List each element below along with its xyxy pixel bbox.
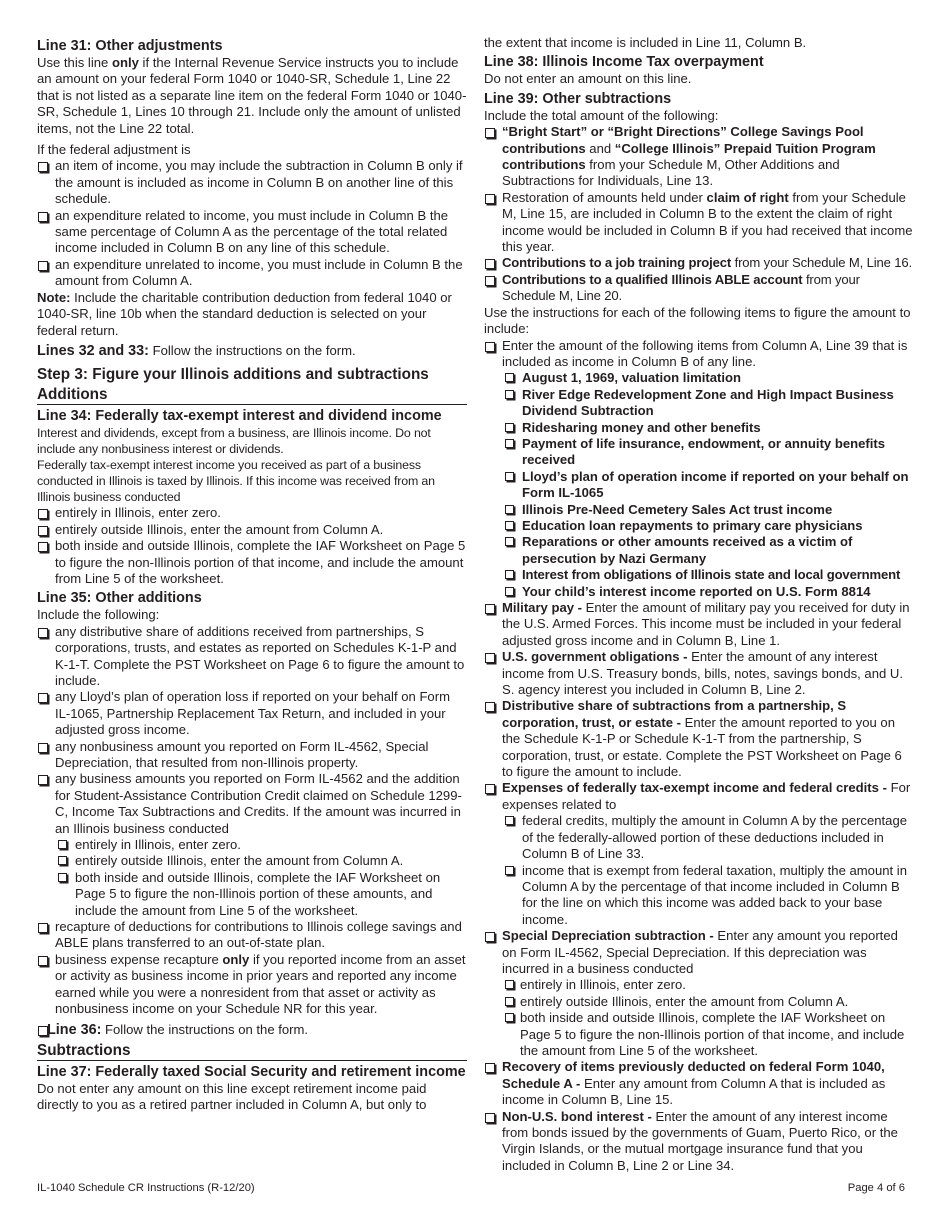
sub-checkbox-item: Ridesharing money and other benefits: [484, 420, 914, 436]
left-column: [37, 35, 467, 1114]
footer-form-id: IL-1040 Schedule CR Instructions (R-12/20): [37, 1182, 255, 1194]
subtractions-heading: Subtractions: [37, 1041, 467, 1061]
checkbox-item: an expenditure unrelated to income, you must include in Column B the amount from Column A.: [37, 257, 467, 290]
bold-text: Military pay -: [502, 600, 583, 615]
continued-text: the extent that income is included in Line 11, Column B.: [484, 35, 807, 50]
checkbox-item: [484, 124, 914, 190]
bold-text: claim of right: [706, 189, 789, 205]
checkbox-item: an expenditure related to income, you must include in Column B the same percentage of Column A as the percentage of the total related income included in Column B on any line of this schedule.: [37, 208, 467, 257]
emphasis: only: [111, 55, 139, 70]
text: For expenses related to: [502, 780, 911, 812]
checkbox-item: both inside and outside Illinois, complete the IAF Worksheet on Page 5 to figure the non-Illinois portion of that income, and include the amount from Line 5 of the worksheet.: [37, 538, 467, 587]
bold-text: Recovery of items previously deducted on federal Form 1040, Schedule A -: [502, 1059, 885, 1091]
checkbox-item: an item of income, you may include the subtraction in Column B only if the amount is included as income in Column B on another line of this schedule.: [37, 158, 467, 207]
bold-text: Contributions to a job training project: [502, 255, 732, 271]
line-38-paragraph: Do not enter an amount on this line.: [484, 71, 692, 87]
checkbox-item: [484, 272, 914, 305]
sub-checkbox-item: Payment of life insurance, endowment, or annuity benefits received: [484, 436, 914, 469]
line-31-heading: Line 31: Other adjustments: [37, 38, 223, 54]
checkbox-item: [484, 780, 914, 813]
checkbox-item: any distributive share of additions received from partnerships, S corporations, trusts, and estates as reported on Schedules K-1-P and K-1-T. Complete the PST Worksheet on Page 6 to figure the amount to include.: [37, 624, 467, 690]
checkbox-item: [484, 600, 914, 649]
sub-checkbox-item: Lloyd’s plan of operation income if reported on your behalf on Form IL-1065: [484, 469, 914, 502]
checkbox-item: any nonbusiness amount you reported on Form IL-4562, Special Depreciation, that resulted from non-Illinois property.: [37, 739, 467, 772]
text: if you reported income from an asset or activity as business income in prior years and reported any income earned while you were a nonresident from that asset or activity as nonbusiness income on your Schedule NR for this year.: [55, 951, 466, 1017]
text: if the Internal Revenue Service instructs you to include an amount on your federal Form 1040 or 1040-SR, Schedule 1, Line 22 that is not listed as a separate line item on the federal Form 1040 or 1040-SR, Schedule 1, Lines 10 through 21. Include only the amount of unlisted items, not the Line 22 total.: [37, 55, 467, 136]
sub-checkbox-item: entirely in Illinois, enter zero.: [484, 977, 914, 993]
checkbox-item: Enter the amount of the following items from Column A, Line 39 that is included as income in Column B of any line.: [484, 338, 914, 371]
line-39-heading: Line 39: Other subtractions: [484, 90, 672, 107]
sub-checkbox-item: Education loan repayments to primary care physicians: [484, 518, 914, 534]
right-column: [484, 35, 914, 1174]
bold-text: “Bright Start” or “Bright Directions” College Savings Pool contributions: [502, 124, 864, 156]
sub-checkbox-item: entirely outside Illinois, enter the amount from Column A.: [484, 994, 914, 1010]
checkbox-item: entirely outside Illinois, enter the amount from Column A.: [37, 522, 467, 538]
line-37-paragraph: Do not enter any amount on this line except retirement income paid directly to you as a retired partner included in Column A, but only to: [37, 1080, 427, 1113]
line-35-heading: Line 35: Other additions: [37, 590, 202, 607]
text: from your Schedule M, Line 15, are included in Column B to the extent the claim of right income would be included in Column B if you had received that income this year.: [502, 189, 913, 255]
checkbox-item: [484, 1109, 914, 1175]
line-31-paragraph: [37, 55, 467, 137]
label: Line 36:: [47, 1021, 102, 1038]
checkbox-item: [484, 1059, 914, 1108]
sub-checkbox-item: entirely outside Illinois, enter the amount from Column A.: [37, 853, 467, 869]
sub-checkbox-item: Reparations or other amounts received as a victim of persecution by Nazi Germany: [484, 534, 914, 567]
text: from your Schedule M, Other Additions and Subtractions for Individuals, Line 13.: [502, 157, 840, 189]
text: from your Schedule M, Line 20.: [502, 271, 860, 304]
text: Follow the instructions on the form.: [148, 342, 356, 358]
text: Enter any amount you reported on Form IL-4562, Special Depreciation. If this depreciation was incurred in a business conducted: [502, 928, 898, 976]
sub-checkbox-item: Illinois Pre-Need Cemetery Sales Act trust income: [484, 502, 914, 518]
line-31-intro: If the federal adjustment is: [37, 142, 191, 158]
line-35-intro: Include the following:: [37, 607, 160, 623]
bold-text: Distributive share of subtractions from a partnership, S corporation, trust, or estate -: [502, 698, 847, 730]
text: and: [585, 140, 615, 156]
checkbox-item: recapture of deductions for contributions to Illinois college savings and ABLE plans transferred to an out-of-state plan.: [37, 919, 467, 952]
sub-checkbox-item: River Edge Redevelopment Zone and High Impact Business Dividend Subtraction: [484, 387, 914, 420]
bold-text: Expenses of federally tax-exempt income and federal credits -: [502, 780, 887, 796]
note-label: Note:: [37, 289, 71, 305]
checkbox-item: [484, 928, 914, 977]
sub-checkbox-item: both inside and outside Illinois, complete the IAF Worksheet on Page 5 to figure the non-Illinois portion of that income, and include the amount from Line 5 of the worksheet.: [484, 1010, 914, 1059]
lines-32-33: [37, 343, 467, 359]
sub-checkbox-item: income that is exempt from federal taxation, multiply the amount in Column A by the percentage of that income included in Column B for the line on which this income was added back to your base income.: [484, 863, 914, 929]
note: [37, 290, 467, 339]
checkbox-item: [484, 698, 914, 780]
sub-checkbox-item: both inside and outside Illinois, complete the IAF Worksheet on Page 5 to figure the non-Illinois portion of these amounts, and include the amount from Line 5 of the worksheet.: [37, 870, 467, 919]
text: Enter the amount of any interest income from bonds issued by the governments of Guam, Puerto Rico, or the Virgin Islands, or the mutual mortgage insurance fund that you included in Column B, Line 2 or Line 34.: [502, 1108, 898, 1173]
sub-checkbox-item: entirely in Illinois, enter zero.: [37, 837, 467, 853]
sub-checkbox-item: Interest from obligations of Illinois state and local government: [484, 567, 914, 583]
text: Enter the amount of any interest income from U.S. Treasury bonds, bills, notes, savings bonds, and U. S. agency interest you included in Column B, Line 2.: [502, 649, 904, 698]
checkbox-item: entirely in Illinois, enter zero.: [37, 505, 467, 521]
step-3-heading: Step 3: Figure your Illinois additions and subtractions: [37, 366, 429, 384]
bold-text: “College Illinois” Prepaid Tuition Program contributions: [502, 140, 876, 173]
checkbox-item: [484, 649, 914, 698]
text: Enter the amount reported to you on the Schedule K-1-P or Schedule K-1-T from the partnership, S corporation, trust, or estate. Complete the PST Worksheet on Page 6 to figure the amount to include.: [502, 714, 902, 780]
checkbox-item: any business amounts you reported on Form IL-4562 and the addition for Student-Assistance Contribution Credit claimed on Schedule 1299-C, Income Tax Subtractions and Credits. If the amount was incurred in an Illinois business conducted: [37, 771, 467, 837]
line-34-heading: Line 34: Federally tax-exempt interest and dividend income: [37, 408, 442, 425]
checkbox-item: [484, 255, 914, 271]
checkbox-item: [37, 952, 467, 1018]
line-34-paragraph: Interest and dividends, except from a business, are Illinois income. Do not include any nonbusiness interest or dividends.: [37, 426, 431, 457]
text: Include the charitable contribution deduction from federal 1040 or 1040-SR, line 10b when the standard deduction is selected on your federal return.: [37, 289, 452, 338]
bold-text: Special Depreciation subtraction -: [502, 928, 714, 944]
text: Restoration of amounts held under: [502, 189, 707, 205]
footer-page-number: Page 4 of 6: [847, 1182, 905, 1194]
additions-heading: Additions: [37, 385, 467, 405]
bold-text: Non-U.S. bond interest -: [502, 1108, 652, 1124]
text: from your Schedule M, Line 16.: [731, 255, 913, 271]
line-39-intro: Include the total amount of the following:: [484, 107, 719, 123]
text: Follow the instructions on the form.: [101, 1021, 309, 1037]
text: business expense recapture: [55, 951, 223, 967]
emphasis: only: [222, 951, 250, 967]
bold-text: Contributions to a qualified Illinois ABLE account: [502, 271, 803, 287]
line-37-heading: Line 37: Federally taxed Social Security and retirement income: [37, 1063, 466, 1080]
sub-checkbox-item: federal credits, multiply the amount in Column A by the percentage of the federally-allowed portion of these deductions included in Column B of Line 33.: [484, 813, 914, 862]
sub-checkbox-item: Your child’s interest income reported on U.S. Form 8814: [484, 584, 914, 600]
line-39-instructions: Use the instructions for each of the following items to figure the amount to include:: [484, 304, 911, 337]
checkbox-item: any Lloyd’s plan of operation loss if reported on your behalf on Form IL-1065, Partnership Replacement Tax Return, and included in your adjusted gross income.: [37, 689, 467, 738]
bold-text: U.S. government obligations -: [502, 649, 688, 665]
line-38-heading: Line 38: Illinois Income Tax overpayment: [484, 54, 764, 71]
checkbox-item: [484, 190, 914, 256]
sub-checkbox-item: August 1, 1969, valuation limitation: [484, 370, 914, 386]
text: Enter any amount from Column A that is included as income in Column B, Line 15.: [502, 1075, 886, 1108]
line-34-paragraph: Federally tax-exempt interest income you received as part of a business conducted in Illinois is taxed by Illinois. If this income was received from an Illinois business conducted: [37, 458, 435, 505]
text: Use this line: [37, 55, 112, 70]
label: Lines 32 and 33:: [37, 342, 149, 359]
text: Enter the amount of military pay you received for duty in the U.S. Armed Forces. This income must be included in your federal adjusted gross income and in Column B, Line 1.: [502, 600, 910, 648]
line-36: [37, 1022, 467, 1038]
